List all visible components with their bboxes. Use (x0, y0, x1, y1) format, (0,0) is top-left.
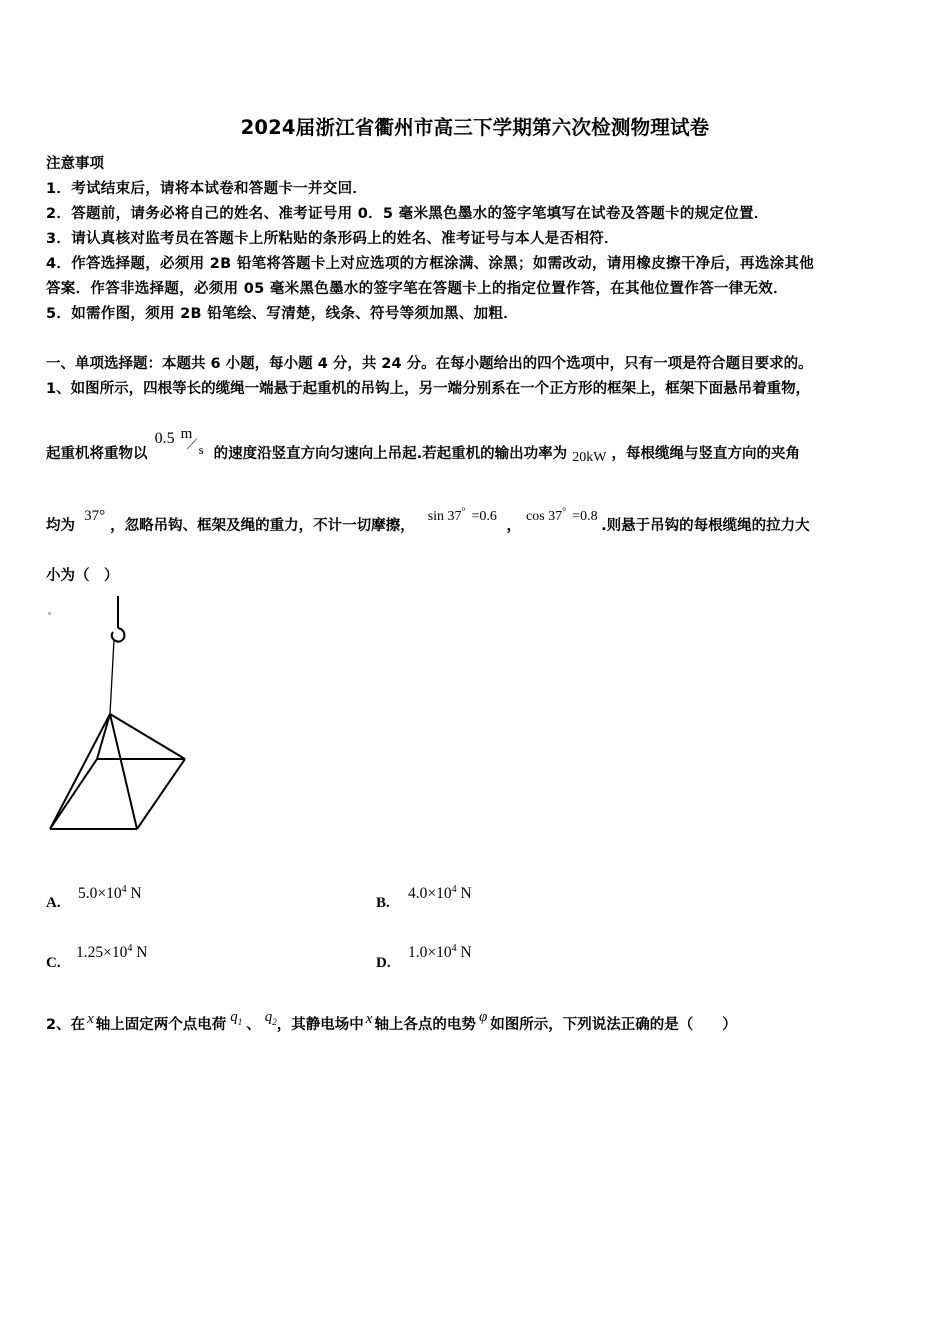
q1-letter: q (230, 1009, 238, 1025)
question-1-line-2 (46, 426, 800, 465)
q2-text-a: 2、在 (46, 1017, 86, 1033)
cos-value: =0.8 (572, 509, 598, 524)
sin-expression (427, 506, 501, 524)
cos-label: cos 37 (526, 509, 563, 524)
speed-number: 0.5 (154, 430, 175, 447)
cable-front-left (50, 714, 110, 829)
option-coef: 1.0×10 (408, 944, 452, 962)
speck (48, 612, 51, 615)
q1-symbol (230, 1009, 242, 1025)
option-exp: 4 (451, 943, 457, 954)
q2-text-b: 轴上固定两个点电荷 (95, 1017, 227, 1033)
separator: 、 (246, 1017, 261, 1033)
q1-text-a: 起重机将重物以 (46, 446, 148, 462)
cable-front-right (110, 714, 137, 829)
degree-mark: ° (461, 506, 466, 518)
q1-text-e: ，忽略吊钩、框架及绳的重力，不计一切摩擦， (110, 518, 415, 534)
q2-subscript: 2 (272, 1017, 277, 1027)
comma: ， (506, 518, 521, 534)
q1-text-f: .则悬于吊钩的每根缆绳的拉力大 (601, 518, 810, 534)
cable-top (110, 640, 114, 714)
option-exp: 4 (451, 884, 457, 895)
option-letter: D. (376, 955, 391, 971)
angle-value: 37° (84, 508, 106, 524)
x-symbol: x (365, 1011, 373, 1027)
q2-symbol (265, 1009, 277, 1025)
note-item: 4．作答选择题，必须用 2B 铅笔将答题卡上对应选项的方框涂满、涂黑；如需改动，请用橡皮擦干净后，再选涂其他 (46, 256, 815, 272)
question-1-line-1: 1、如图所示，四根等长的缆绳一端悬于起重机的吊钩上，另一端分别系在一个正方形的框架上，框架下面悬吊着重物， (46, 381, 811, 397)
q1-subscript: 1 (237, 1017, 243, 1027)
option-value (408, 884, 472, 903)
page-title: 2024届浙江省衢州市高三下学期第六次检测物理试卷 (240, 116, 710, 139)
phi-symbol: φ (478, 1009, 488, 1025)
cable-back-right (110, 714, 185, 759)
option-value (408, 943, 472, 962)
option-coef: 4.0×10 (408, 885, 452, 903)
note-item: 3．请认真核对监考员在答题卡上所粘贴的条形码上的姓名、准考证号与本人是否相符． (46, 231, 619, 247)
option-exp: 4 (127, 943, 133, 954)
crane-frame-figure (40, 594, 200, 839)
option-unit: N (456, 944, 472, 962)
option-letter: C. (46, 955, 61, 971)
question-2-line-1 (46, 1009, 737, 1035)
speed-unit-top: m (180, 426, 193, 442)
option-exp: 4 (121, 884, 127, 895)
hook-icon (112, 628, 125, 642)
option-unit: N (132, 944, 148, 962)
q1-text-c: ，每根缆绳与竖直方向的夹角 (611, 446, 800, 462)
question-1-line-4: 小为（ ） (46, 568, 119, 584)
speed-unit-bottom: s (198, 442, 204, 457)
sin-value: =0.6 (471, 509, 497, 524)
q2-text-c: ，其静电场中 (276, 1017, 364, 1033)
note-item: 1．考试结束后，请将本试卷和答题卡一并交回． (46, 181, 368, 197)
note-item: 答案．作答非选择题，必须用 05 毫米黑色墨水的签字笔在答题卡上的指定位置作答，在其他位置作答一律无效． (46, 281, 788, 297)
section-heading: 一、单项选择题：本题共 6 小题，每小题 4 分，共 24 分。在每小题给出的四个选项中，只有一项是符合题目要求的。 (46, 356, 813, 372)
question-1-line-3 (46, 506, 810, 535)
option-coef: 1.25×10 (76, 944, 128, 962)
speed-value (153, 426, 209, 458)
option-unit: N (126, 885, 142, 903)
notes-heading: 注意事项 (46, 156, 104, 172)
option-value (76, 943, 147, 962)
option-unit: N (456, 885, 472, 903)
cos-expression (526, 506, 601, 524)
q2-letter: q (264, 1009, 273, 1025)
figure-lines (50, 596, 185, 829)
frame-edge (50, 759, 97, 829)
sin-label: sin 37 (427, 509, 462, 524)
note-item: 5．如需作图，须用 2B 铅笔绘、写清楚，线条、符号等须加黑、加粗． (46, 306, 519, 322)
option-coef: 5.0×10 (78, 885, 122, 903)
note-item: 2．答题前，请务必将自己的姓名、准考证号用 0．5 毫米黑色墨水的签字笔填写在试卷及答题卡的规定位置． (46, 206, 769, 222)
q2-text-d: 轴上各点的电势 (374, 1017, 476, 1033)
power-value: 20kW (572, 450, 607, 465)
q1-text-b: 的速度沿竖直方向匀速向上吊起.若起重机的输出功率为 (213, 446, 568, 462)
x-symbol: x (87, 1011, 94, 1027)
option-letter: A. (46, 895, 61, 911)
option-letter: B. (376, 895, 390, 911)
q1-text-d: 均为 (46, 518, 75, 534)
fraction-slash: / (183, 436, 199, 453)
frame-edge (137, 759, 185, 829)
q2-text-e: 如图所示，下列说法正确的是（ ） (490, 1017, 737, 1033)
option-value (78, 884, 142, 903)
degree-mark: ° (562, 506, 567, 518)
